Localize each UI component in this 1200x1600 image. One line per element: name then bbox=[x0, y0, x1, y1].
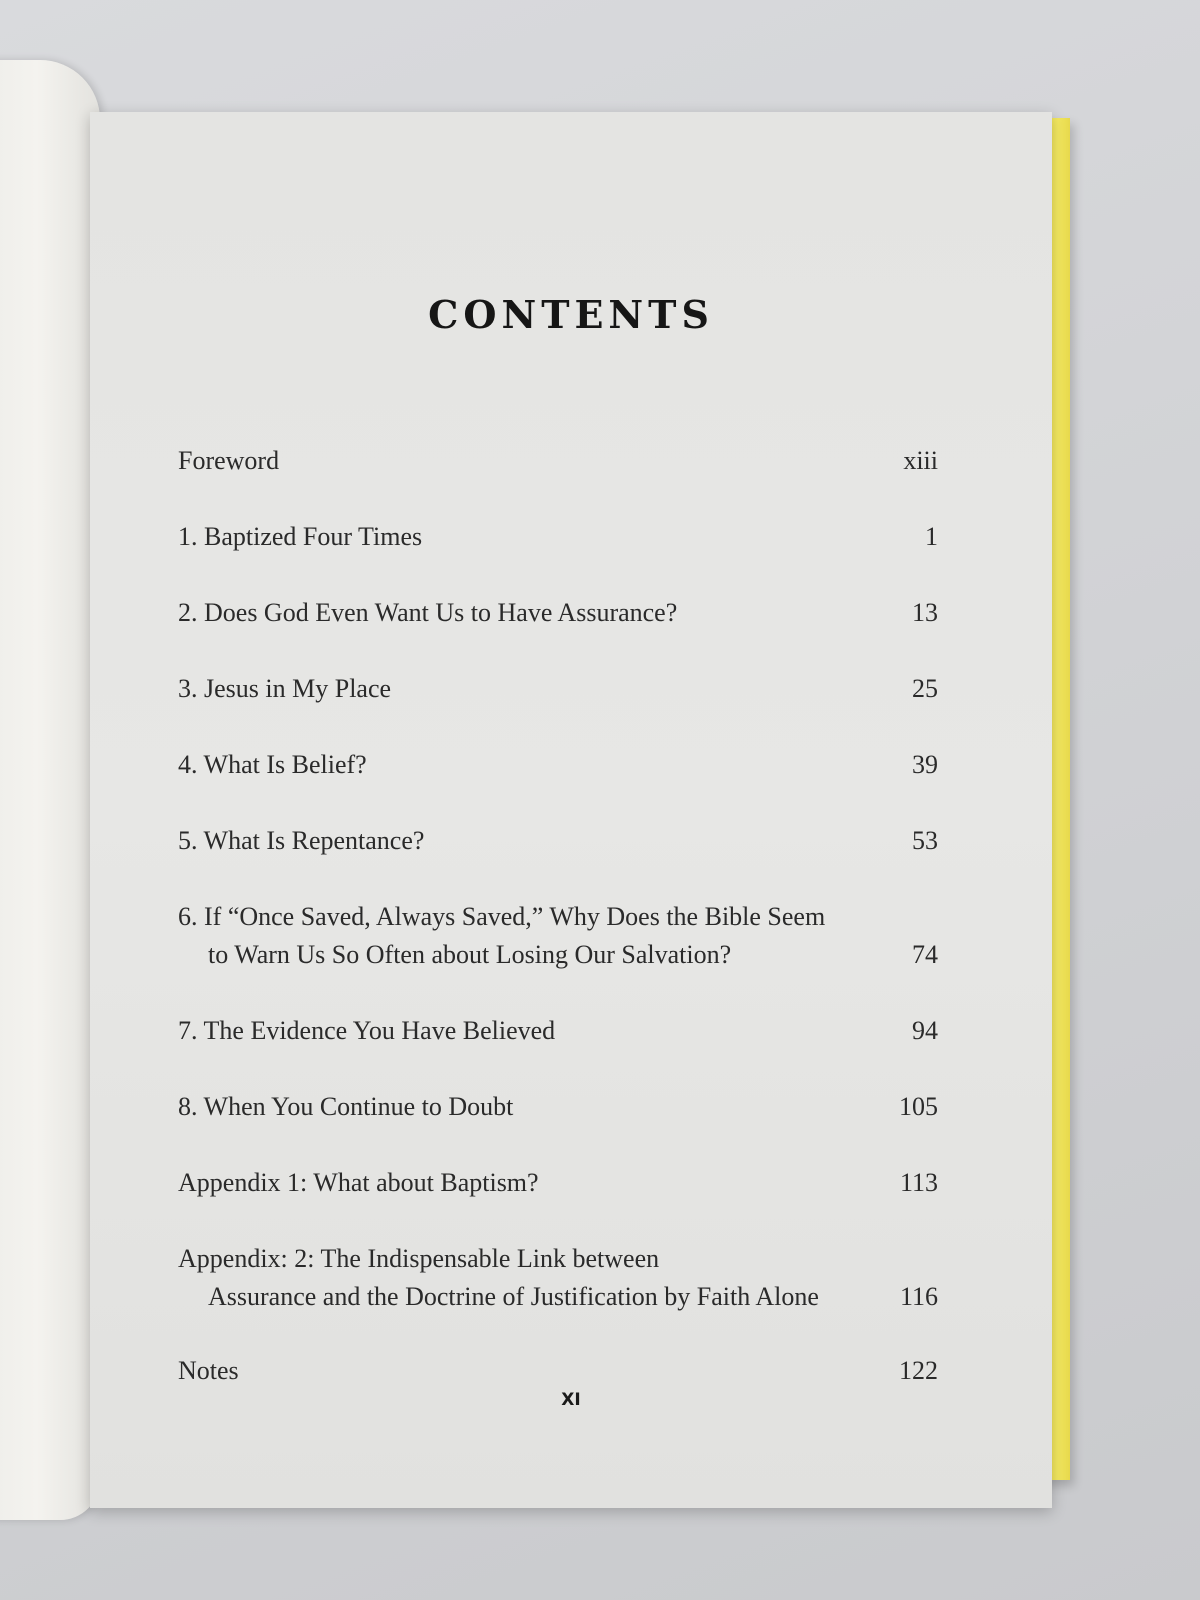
toc-entry-title: Foreword bbox=[178, 446, 280, 475]
toc-entry-appendix-2 bbox=[178, 1240, 938, 1316]
toc-entry-title: 8. When You Continue to Doubt bbox=[178, 1092, 514, 1121]
toc-entry-page: 1 bbox=[925, 522, 938, 551]
toc-entry-chapter-4 bbox=[178, 746, 938, 784]
contents-page bbox=[90, 112, 1052, 1508]
toc-entry-chapter-3 bbox=[178, 670, 938, 708]
toc-entry-page: 105 bbox=[899, 1092, 938, 1121]
toc-entry-chapter-1 bbox=[178, 518, 938, 556]
toc-entry-page: 39 bbox=[912, 750, 938, 779]
toc-entry-page: 116 bbox=[899, 1282, 938, 1311]
toc-entry-page: 74 bbox=[912, 940, 938, 969]
toc-entry-chapter-2 bbox=[178, 594, 938, 632]
toc-entry-title: 7. The Evidence You Have Believed bbox=[178, 1016, 556, 1045]
toc-entry-foreword bbox=[178, 442, 938, 480]
toc-entry-title: Appendix 1: What about Baptism? bbox=[178, 1168, 539, 1197]
toc-entry-chapter-8 bbox=[178, 1088, 938, 1126]
toc-entry-page: 113 bbox=[899, 1168, 938, 1197]
toc-entry-notes bbox=[178, 1352, 938, 1390]
toc-entry-title: 6. If “Once Saved, Always Saved,” Why Does the Bible Seem bbox=[178, 902, 826, 931]
toc-entry-page: 94 bbox=[912, 1016, 938, 1045]
toc-entry-chapter-7 bbox=[178, 1012, 938, 1050]
toc-entry-chapter-5 bbox=[178, 822, 938, 860]
toc-entry-page: 25 bbox=[912, 674, 938, 703]
toc-entry-appendix-1 bbox=[178, 1164, 938, 1202]
toc-entry-page: 13 bbox=[912, 598, 938, 627]
left-page-curl bbox=[0, 60, 100, 1520]
toc-entry-title: Notes bbox=[178, 1356, 239, 1385]
page-number: XI bbox=[561, 1390, 581, 1410]
toc-entry-title: 3. Jesus in My Place bbox=[178, 674, 392, 703]
toc-entry-page: 122 bbox=[899, 1356, 938, 1385]
toc-entry-title: 5. What Is Repentance? bbox=[178, 826, 425, 855]
toc-entry-title-continued: Assurance and the Doctrine of Justification by Faith Alone bbox=[208, 1282, 819, 1311]
toc-entry-page: xiii bbox=[903, 446, 938, 475]
page-title: CONTENTS bbox=[428, 292, 714, 337]
toc-entry-title-continued: to Warn Us So Often about Losing Our Salvation? bbox=[208, 940, 732, 969]
toc-entry-title: 4. What Is Belief? bbox=[178, 750, 367, 779]
toc-entry-title: 1. Baptized Four Times bbox=[178, 522, 423, 551]
toc-entry-page: 53 bbox=[912, 826, 938, 855]
toc-entry-title: 2. Does God Even Want Us to Have Assurance? bbox=[178, 598, 678, 627]
toc-entry-chapter-6 bbox=[178, 898, 938, 974]
toc-entry-title: Appendix: 2: The Indispensable Link between bbox=[178, 1244, 660, 1273]
